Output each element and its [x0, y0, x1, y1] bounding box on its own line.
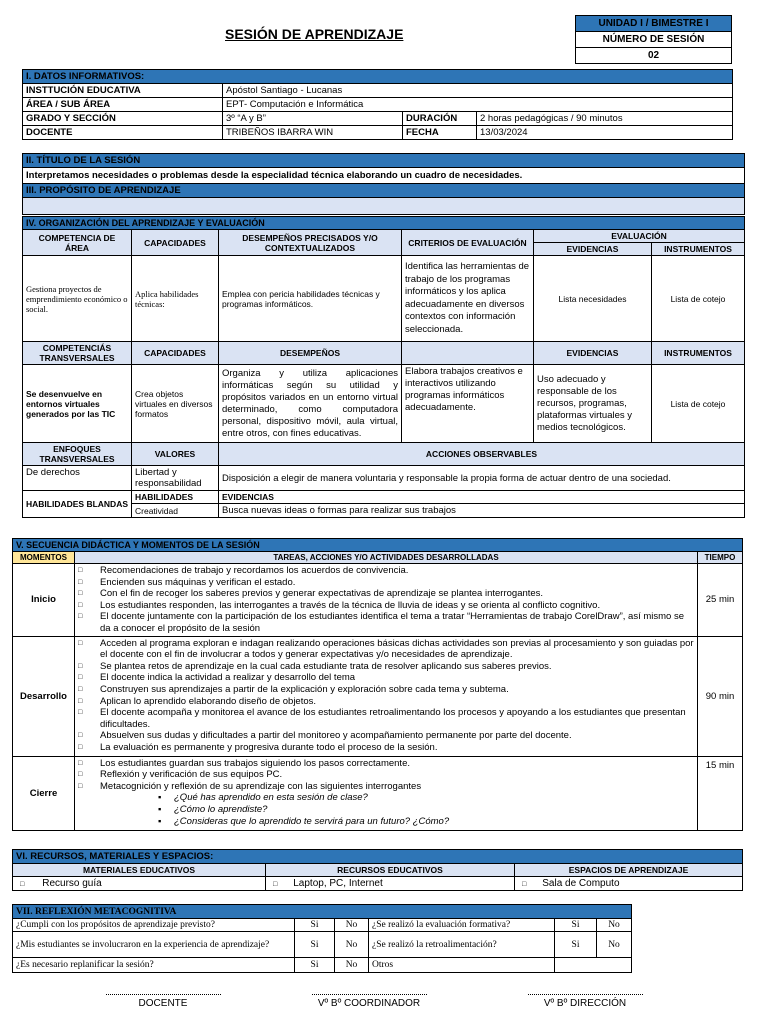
checkbox-icon: □ [522, 881, 527, 888]
h-evaluacion: EVALUACIÓN [534, 230, 745, 243]
q1-no[interactable]: No [335, 919, 369, 932]
r2-capacidad: Crea objetos virtuales en diversos formatos [132, 365, 219, 443]
r4-evidencia: Busca nuevas ideas o formas para realizar sus trabajos [219, 504, 745, 518]
checkbox-icon: □ [273, 881, 278, 888]
cierre-questions [78, 792, 694, 827]
label-fecha: FECHA [403, 126, 477, 140]
r1-capacidad: Aplica habilidades técnicas: [132, 256, 219, 342]
section-6-title: VI. RECURSOS, MATERIALES Y ESPACIOS: [13, 850, 743, 864]
r1-competencia: Gestiona proyectos de emprendimiento económico o social. [23, 256, 132, 342]
page-title: SESIÓN DE APRENDIZAJE [225, 26, 404, 42]
r1-criterio: Identifica las herramientas de trabajo de los programas informáticos y los aplica adecuadamente en diversos contextos con información seleccionada. [402, 256, 534, 342]
momento-cierre: Cierre [13, 756, 75, 830]
unit-label: UNIDAD I / BIMESTRE I [576, 16, 732, 32]
signature-docente: DOCENTE [88, 994, 238, 1009]
activity-item: □ Construyen sus aprendizajes a partir de la explicación y exploración sobre cada tema y subtema. [78, 684, 694, 696]
h-desempenos: DESEMPEÑOS PRECISADOS Y/O CONTEXTUALIZADOS [219, 230, 402, 256]
h3-enfoques: ENFOQUES TRANSVERSALES [23, 443, 132, 466]
metacognition-question: ▪ ¿Cómo lo aprendiste? [158, 804, 694, 816]
h2-evidencias: EVIDENCIAS [534, 342, 652, 365]
q1-propositos: ¿Cumpli con los propósitos de aprendizaje previsto? [13, 919, 295, 932]
h-tiempo: TIEMPO [697, 552, 742, 564]
section-recursos [12, 849, 743, 891]
h2-instrumentos: INSTRUMENTOS [652, 342, 745, 365]
r1-evidencia: Lista necesidades [534, 256, 652, 342]
r3-enfoque: De derechos [23, 466, 132, 491]
r2-criterio: Elabora trabajos creativos e interactivos utilizando programas informáticos adecuadamente. [402, 365, 534, 443]
section-titulo-proposito [22, 153, 745, 215]
session-number: 02 [576, 48, 732, 64]
q2-evaluacion: ¿Se realizó la evaluación formativa? [369, 919, 555, 932]
h-recursos: RECURSOS EDUCATIVOS [266, 864, 515, 877]
activity-item: □ Con el fin de recoger los saberes previos y generar expectativas de aprendizaje se plantea interrogantes. [78, 588, 694, 600]
h-materiales: MATERIALES EDUCATIVOS [13, 864, 266, 877]
activity-item: □ El docente indica la actividad a realizar y desarrollo del tema [78, 672, 694, 684]
activity-item: □ El docente juntamente con la participación de los estudiantes identifica el tema a tratar “Herramientas de trabajo CorelDraw”, así mismo se da a conocer el propósito de la sesión [78, 611, 694, 634]
q5-replanificar: ¿Es necesario replanificar la sesión? [13, 958, 295, 973]
proposito-empty [23, 198, 745, 215]
q5-no[interactable]: No [335, 958, 369, 973]
desarrollo-list [78, 638, 694, 754]
h-instrumentos: INSTRUMENTOS [652, 243, 745, 256]
section-3-title: III. PROPÓSITO DE APRENDIZAJE [23, 184, 745, 198]
h2-desempenos: DESEMPEÑOS [219, 342, 402, 365]
value-fecha: 13/03/2024 [477, 126, 733, 140]
r3-accion: Disposición a elegir de manera voluntaria y responsable la propia forma de actuar dentro de una sociedad. [219, 466, 745, 491]
value-docente: TRIBEÑOS IBARRA WIN [223, 126, 403, 140]
tiempo-cierre: 15 min [697, 756, 742, 830]
activity-item: □ Acceden al programa exploran e indagan realizando operaciones básicas dichas actividades son previas al procesamiento y son guiadas por el docente con el fin de involucrar a todos y generar expectativas y/o necesidades de aprendizaje. [78, 638, 694, 661]
activity-item: □ Encienden sus máquinas y verifican el estado. [78, 577, 694, 589]
section-1-title: I. DATOS INFORMATIVOS: [23, 70, 733, 84]
r4-h-evidencias: EVIDENCIAS [219, 491, 745, 504]
q3-no[interactable]: No [335, 932, 369, 958]
r1-instrumento: Lista de cotejo [652, 256, 745, 342]
q6-otros-value[interactable] [555, 958, 632, 973]
section-reflexion [12, 904, 632, 973]
label-institucion: INSTTUCIÓN EDUCATIVA [23, 84, 223, 98]
h-competencia: COMPETENCIA DE ÁREA [23, 230, 132, 256]
activity-item: □ La evaluación es permanente y progresiva durante todo el proceso de la sesión. [78, 742, 694, 754]
momento-desarrollo: Desarrollo [13, 636, 75, 756]
label-area: ÁREA / SUB ÁREA [23, 98, 223, 112]
h-capacidades: CAPACIDADES [132, 230, 219, 256]
section-organizacion [22, 216, 745, 518]
q3-involucraron: ¿Mis estudiantes se involucraron en la experiencia de aprendizaje? [13, 932, 295, 958]
h-espacios: ESPACIOS DE APRENDIZAJE [515, 864, 743, 877]
section-5-title: V. SECUENCIA DIDÁCTICA Y MOMENTOS DE LA SESIÓN [13, 539, 743, 552]
activity-item: □ Absuelven sus dudas y dificultades a partir del monitoreo y acompañamiento permanente por parte del docente. [78, 730, 694, 742]
section-7-title: VII. REFLEXIÓN METACOGNITIVA [13, 905, 632, 919]
unit-box [575, 15, 732, 64]
metacognition-question: ▪ ¿Consideras que lo aprendido te servirá para un futuro? ¿Cómo? [158, 816, 694, 828]
r2-evidencia: Uso adecuado y responsable de los recursos, programas, plataformas virtuales y medios tecnológicos. [534, 365, 652, 443]
q1-si[interactable]: Si [295, 919, 335, 932]
r2-instrumento: Lista de cotejo [652, 365, 745, 443]
inicio-list [78, 565, 694, 635]
q5-si[interactable]: Si [295, 958, 335, 973]
q6-otros: Otros [369, 958, 555, 973]
activity-item: □ Los estudiantes responden, las interrogantes a través de la técnica de lluvia de ideas y se orienta al conflicto cognitivo. [78, 600, 694, 612]
cierre-list [78, 758, 694, 793]
signature-direccion: Vº Bº DIRECCIÓN [510, 994, 660, 1009]
h-tareas: TAREAS, ACCIONES Y/O ACTIVIDADES DESARROLLADAS [75, 552, 698, 564]
r2-desempeno: Organiza y utiliza aplicaciones informáticas según su utilidad y propósitos variados en un entorno virtual determinado, como computadora personal, dispositivo móvil, aula virtual, entre otros, con fines educativas. [219, 365, 402, 443]
section-secuencia [12, 538, 743, 831]
val-materiales: □ Recurso guía [13, 877, 266, 891]
q4-retroalimentacion: ¿Se realizó la retroalimentación? [369, 932, 555, 958]
q2-si[interactable]: Si [555, 919, 597, 932]
val-espacios: □ Sala de Computo [515, 877, 743, 891]
tiempo-desarrollo: 90 min [697, 636, 742, 756]
activity-item: □ El docente acompaña y monitorea el avance de los estudiantes retroalimentando los procesos y apoyando a los estudiantes que presentan dificultades. [78, 707, 694, 730]
label-grado: GRADO Y SECCIÓN [23, 112, 223, 126]
r4-habilidad: Creatividad [132, 504, 219, 518]
label-docente: DOCENTE [23, 126, 223, 140]
signature-coordinador: Vº Bº COORDINADOR [294, 994, 444, 1009]
r3-valor: Libertad y responsabilidad [132, 466, 219, 491]
val-recursos: □ Laptop, PC, Internet [266, 877, 515, 891]
activity-item: □ Reflexión y verificación de sus equipos PC. [78, 769, 694, 781]
r1-desempeno: Emplea con pericia habilidades técnicas y programas informáticos. [219, 256, 402, 342]
h-evidencias: EVIDENCIAS [534, 243, 652, 256]
h3-acciones: ACCIONES OBSERVABLES [219, 443, 745, 466]
section-4-title: IV. ORGANIZACIÓN DEL APRENDIZAJE Y EVALUACIÓN [23, 217, 745, 230]
activity-item: □ Los estudiantes guardan sus trabajos siguiendo los pasos correctamente. [78, 758, 694, 770]
section-2-title: II. TÍTULO DE LA SESIÓN [23, 154, 745, 168]
metacognition-question: ▪ ¿Qué has aprendido en esta sesión de clase? [158, 792, 694, 804]
r4-habilidades-blandas: HABILIDADES BLANDAS [23, 491, 132, 518]
section-datos-informativos [22, 69, 733, 140]
momento-inicio: Inicio [13, 564, 75, 637]
checkbox-icon: □ [20, 881, 25, 888]
activity-item: □ Aplican lo aprendido elaborando diseño de objetos. [78, 696, 694, 708]
h3-valores: VALORES [132, 443, 219, 466]
h2-empty [402, 342, 534, 365]
tiempo-inicio: 25 min [697, 564, 742, 637]
session-label: NÚMERO DE SESIÓN [576, 32, 732, 48]
q4-no[interactable]: No [597, 932, 632, 958]
value-area: EPT- Computación e Informática [223, 98, 733, 112]
h-criterios: CRITERIOS DE EVALUACIÓN [402, 230, 534, 256]
h2-competencias: COMPETENCIÁS TRANSVERSALES [23, 342, 132, 365]
activity-item: □ Recomendaciones de trabajo y recordamos los acuerdos de convivencia. [78, 565, 694, 577]
q3-si[interactable]: Si [295, 932, 335, 958]
value-institucion: Apóstol Santiago - Lucanas [223, 84, 733, 98]
q2-no[interactable]: No [597, 919, 632, 932]
activity-item: □ Metacognición y reflexión de su aprendizaje con las siguientes interrogantes [78, 781, 694, 793]
value-duracion: 2 horas pedagógicas / 90 minutos [477, 112, 733, 126]
value-grado: 3º “A y B” [223, 112, 403, 126]
h-momentos: MOMENTOS [13, 552, 75, 564]
r2-competencia: Se desenvuelve en entornos virtuales generados por las TIC [23, 365, 132, 443]
r4-h-habilidades: HABILIDADES [132, 491, 219, 504]
activity-item: □ Se plantea retos de aprendizaje en la cual cada estudiante trata de resolver aplicando sus saberes previos. [78, 661, 694, 673]
session-title-text: Interpretamos necesidades o problemas desde la especialidad técnica elaborando un cuadro de necesidades. [23, 168, 745, 184]
q4-si[interactable]: Si [555, 932, 597, 958]
label-duracion: DURACIÓN [403, 112, 477, 126]
h2-capacidades: CAPACIDADES [132, 342, 219, 365]
